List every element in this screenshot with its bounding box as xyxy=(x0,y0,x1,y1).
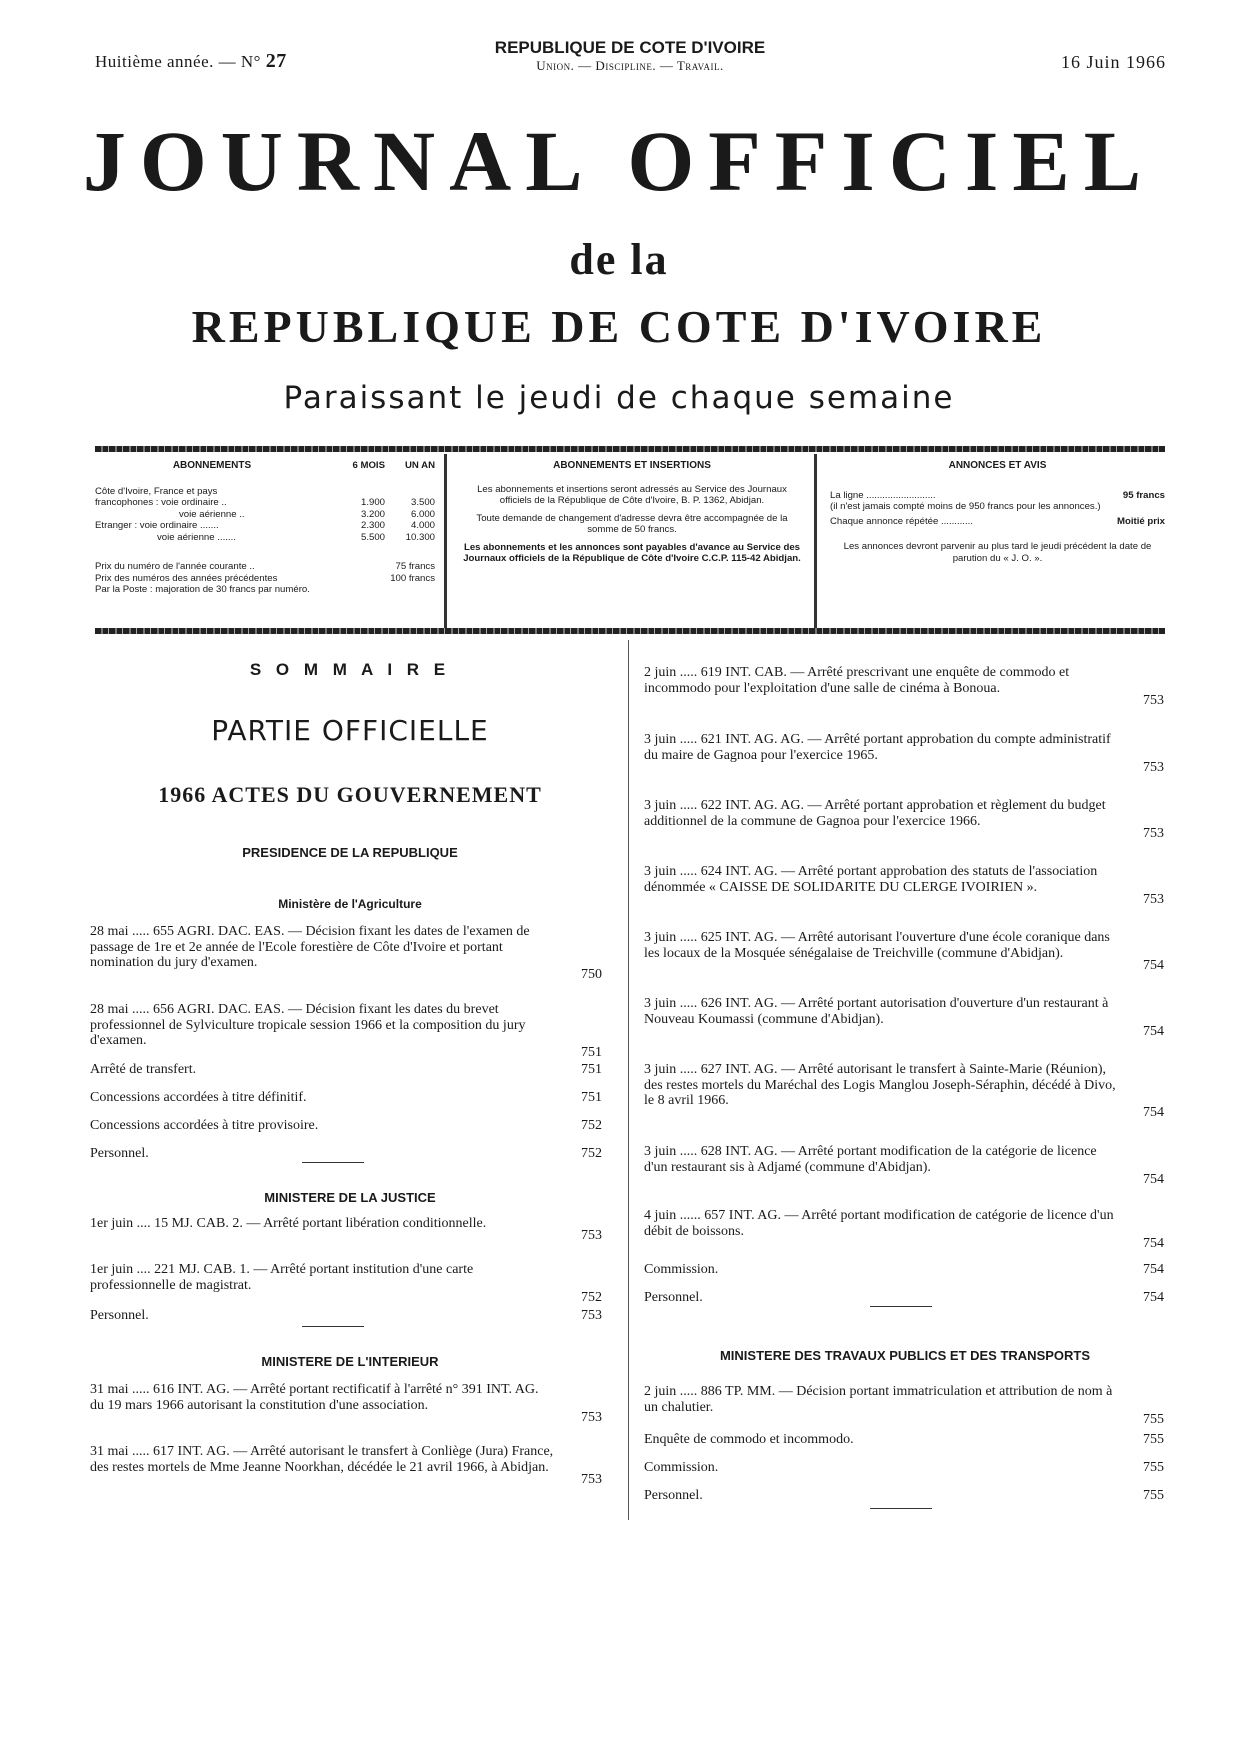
announcements-heading: ANNONCES ET AVIS xyxy=(948,460,1047,471)
toc-entry-page: 754 xyxy=(1143,1105,1164,1120)
year-label: Huitième année. — N° xyxy=(95,52,266,71)
insertions-p2: Toute demande de changement d'adresse devra être accompagnée de la somme de 50 francs. xyxy=(476,512,788,535)
toc-entry-page: 755 xyxy=(1143,1460,1164,1475)
toc-entry xyxy=(644,996,1164,1039)
toc-entry-text: 28 mai ..... 656 AGRI. DAC. EAS. — Décision fixant les dates du brevet professionnel de Sylviculture tropicale session 1966 et la composition du jury d'examen. xyxy=(90,1002,526,1048)
toc-entry-text: Personnel. xyxy=(90,1146,149,1161)
toc-entry-text: 1er juin .... 15 MJ. CAB. 2. — Arrêté portant libération conditionnelle. xyxy=(90,1216,487,1231)
toc-entry xyxy=(90,1090,602,1106)
toc-entry xyxy=(90,1262,602,1305)
toc-entry xyxy=(90,1382,602,1425)
toc-entry-page: 753 xyxy=(581,1471,602,1487)
toc-entry-page: 754 xyxy=(1143,1262,1164,1277)
toc-entry-text: 31 mai ..... 616 INT. AG. — Arrêté portant rectificatif à l'arrêté n° 391 INT. AG. du 19 mars 1966 autorisant la constitution d'une association. xyxy=(90,1382,539,1413)
sub-row-year: 3.500 xyxy=(410,497,435,508)
toc-entry-page: 755 xyxy=(1143,1411,1164,1427)
toc-entry-page: 752 xyxy=(581,1146,602,1161)
toc-entry-page: 754 xyxy=(1143,1290,1164,1305)
toc-entry-text: 28 mai ..... 655 AGRI. DAC. EAS. — Décision fixant les dates de l'examen de passage de 1re et 2e année de l'Ecole forestière de Côte d'Ivoire et portant nomination du jury d'examen. xyxy=(90,924,530,970)
insertions-heading: ABONNEMENTS ET INSERTIONS xyxy=(553,460,711,471)
column-divider xyxy=(628,640,629,1520)
toc-entry xyxy=(644,798,1164,841)
separator xyxy=(870,1508,932,1509)
toc-entry-page: 751 xyxy=(581,1045,602,1060)
presidence-heading: PRESIDENCE DE LA REPUBLIQUE xyxy=(242,845,458,860)
col-unan: UN AN xyxy=(404,460,435,471)
sub-row-six: 1.900 xyxy=(360,497,385,508)
toc-entry-page: 751 xyxy=(581,1062,602,1077)
toc-entry-page: 752 xyxy=(581,1289,602,1305)
toc-entry xyxy=(644,1290,1164,1306)
interieur-heading: MINISTERE DE L'INTERIEUR xyxy=(261,1354,439,1369)
toc-entry xyxy=(644,1384,1164,1427)
toc-entry xyxy=(90,924,602,982)
travaux-heading: MINISTERE DES TRAVAUX PUBLICS ET DES TRANSPORTS xyxy=(719,1348,1091,1363)
toc-entry xyxy=(90,1062,602,1078)
toc-entry-text: 3 juin ..... 625 INT. AG. — Arrêté autorisant l'ouverture d'une école coranique dans les locaux de la Mosquée sénégalaise de Treichville (commune d'Abidjan). xyxy=(644,930,1110,961)
toc-entry-text: 3 juin ..... 621 INT. AG. AG. — Arrêté portant approbation du compte administratif du maire de Gagnoa pour l'exercice 1965. xyxy=(644,732,1111,763)
agri-heading: Ministère de l'Agriculture xyxy=(278,897,422,911)
toc-entry-page: 755 xyxy=(1143,1488,1164,1503)
toc-entry xyxy=(90,1216,602,1243)
sub-row-six: 3.200 xyxy=(360,508,385,520)
actes-heading: 1966 ACTES DU GOUVERNEMENT xyxy=(158,782,542,807)
toc-entry-page: 754 xyxy=(1143,1023,1164,1039)
toc-entry-page: 754 xyxy=(1143,957,1164,973)
toc-entry-text: Arrêté de transfert. xyxy=(90,1062,197,1077)
ad-deadline: Les annonces devront parvenir au plus tard le jeudi précédent la date de parution du « J. O. ». xyxy=(843,541,1152,564)
info-divider-1 xyxy=(444,454,447,630)
issue-label xyxy=(95,50,287,73)
col-6mois: 6 MOIS xyxy=(352,460,385,471)
title-subtitle: Paraissant le jeudi de chaque semaine xyxy=(283,380,955,416)
ad-line-label: La ligne .......................... xyxy=(830,489,936,501)
toc-entry xyxy=(644,1432,1164,1448)
toc-entry-text: Concessions accordées à titre provisoire. xyxy=(90,1118,319,1133)
top-rule xyxy=(95,446,1165,452)
toc-entry-page: 752 xyxy=(581,1118,602,1133)
toc-entry-text: Personnel. xyxy=(90,1308,149,1323)
title-de-la: de la xyxy=(569,235,669,284)
toc-entry xyxy=(644,1208,1164,1251)
subscriptions-line1: Côte d'Ivoire, France et pays xyxy=(95,485,218,497)
toc-entry xyxy=(644,1144,1164,1187)
sub-row-label: voie aérienne ....... xyxy=(157,531,236,543)
toc-entry-text: 3 juin ..... 624 INT. AG. — Arrêté portant approbation des statuts de l'association dénommée « CAISSE DE SOLIDARITE DU CLERGE IVOIRIEN ». xyxy=(644,864,1098,895)
toc-entry-text: 3 juin ..... 626 INT. AG. — Arrêté portant autorisation d'ouverture d'un restaurant à Nouveau Koumassi (commune d'Abidjan). xyxy=(644,996,1109,1027)
toc-entry-text: 4 juin ...... 657 INT. AG. — Arrêté portant modification de catégorie de licence d'un débit de boissons. xyxy=(644,1208,1114,1239)
toc-entry-text: 31 mai ..... 617 INT. AG. — Arrêté autorisant le transfert à Conliège (Jura) France, des restes mortels de Mme Jeanne Noorkhan, décédée le 21 avril 1966, à Abidjan. xyxy=(90,1444,554,1475)
toc-entry-page: 753 xyxy=(1143,692,1164,708)
toc-entry-text: Enquête de commodo et incommodo. xyxy=(644,1432,854,1447)
toc-entry xyxy=(644,1488,1164,1504)
sub-row-label: voie aérienne .. xyxy=(179,508,245,520)
price-line-value: 75 francs xyxy=(395,561,435,572)
toc-entry xyxy=(90,1146,602,1162)
toc-entry xyxy=(644,665,1164,708)
toc-entry-page: 753 xyxy=(1143,825,1164,841)
issue-number: 27 xyxy=(265,50,287,72)
toc-entry-page: 753 xyxy=(581,1409,602,1425)
price-line-label: Prix du numéro de l'année courante .. xyxy=(95,561,255,572)
subscriptions-box xyxy=(95,460,435,625)
separator xyxy=(870,1306,932,1307)
toc-entry-text: Personnel. xyxy=(644,1290,703,1305)
journal-title: JOURNAL OFFICIEL xyxy=(82,113,1156,209)
toc-entry-page: 755 xyxy=(1143,1432,1164,1447)
insertions-p3: Les abonnements et les annonces sont payables d'avance au Service des Journaux officiels de la République de Côte d'Ivoire C.C.P. 115-42 Abidjan. xyxy=(463,541,801,564)
ad-repeat-label: Chaque annonce répétée ............ xyxy=(830,515,973,527)
toc-entry-text: 3 juin ..... 627 INT. AG. — Arrêté autorisant le transfert à Sainte-Marie (Réunion), des restes mortels du Maréchal des Logis Manglou Joseph-Séraphin, décédé à Divo, le 8 avril 1966. xyxy=(644,1062,1116,1108)
sub-row-year: 6.000 xyxy=(410,508,435,520)
ad-repeat-value: Moitié prix xyxy=(1117,515,1165,527)
price-line-value: 100 francs xyxy=(390,572,435,584)
info-divider-2 xyxy=(814,454,817,630)
price-line-label: Par la Poste : majoration de 30 francs par numéro. xyxy=(95,584,310,595)
toc-entry-page: 753 xyxy=(581,1228,602,1243)
ad-line-value: 95 francs xyxy=(1122,489,1165,501)
toc-entry xyxy=(644,732,1164,775)
separator xyxy=(302,1326,364,1327)
toc-entry-page: 754 xyxy=(1143,1235,1164,1251)
toc-entry-page: 754 xyxy=(1143,1171,1164,1187)
insertions-p1: Les abonnements et insertions seront adressés au Service des Journaux officiels de la République de Côte d'Ivoire, B. P. 1362, Abidjan. xyxy=(477,483,787,506)
toc-entry-page: 751 xyxy=(581,1090,602,1105)
announcements-box xyxy=(830,460,1165,625)
ad-min-note: (il n'est jamais compté moins de 950 francs pour les annonces.) xyxy=(830,501,1101,512)
bottom-rule xyxy=(95,628,1165,634)
issue-date: 16 Juin 1966 xyxy=(1060,52,1166,72)
toc-entry-text: 2 juin ..... 619 INT. CAB. — Arrêté prescrivant une enquête de commodo et incommodo pour l'exploitation d'une salle de cinéma à Bonoua. xyxy=(644,665,1070,696)
toc-entry xyxy=(644,1262,1164,1278)
price-line-label: Prix des numéros des années précédentes xyxy=(95,572,278,584)
sub-row-six: 2.300 xyxy=(360,520,385,531)
toc-entry-page: 753 xyxy=(1143,759,1164,775)
subscriptions-heading: ABONNEMENTS xyxy=(172,460,252,471)
motto: Union. — Discipline. — Travail. xyxy=(536,58,724,73)
toc-entry-page: 753 xyxy=(1143,891,1164,907)
sommaire-heading: S O M M A I R E xyxy=(249,660,451,679)
masthead-center xyxy=(420,38,840,74)
toc-entry-page: 753 xyxy=(581,1308,602,1323)
sub-row-six: 5.500 xyxy=(360,531,385,543)
toc-entry-text: 1er juin .... 221 MJ. CAB. 1. — Arrêté portant institution d'une carte professionnelle de magistrat. xyxy=(90,1262,474,1293)
insertions-box xyxy=(462,460,802,625)
toc-entry xyxy=(90,1118,602,1134)
toc-entry-text: Commission. xyxy=(644,1262,719,1277)
toc-entry xyxy=(644,864,1164,907)
sub-row-label: francophones : voie ordinaire .. xyxy=(95,497,227,508)
partie-officielle: PARTIE OFFICIELLE xyxy=(211,714,489,747)
republic-header: REPUBLIQUE DE COTE D'IVOIRE xyxy=(494,38,766,57)
toc-entry xyxy=(644,1460,1164,1476)
justice-heading: MINISTERE DE LA JUSTICE xyxy=(264,1190,436,1205)
sub-row-label: Etranger : voie ordinaire ....... xyxy=(95,520,219,531)
toc-entry xyxy=(90,1444,602,1487)
toc-entry-page: 750 xyxy=(581,967,602,982)
toc-entry xyxy=(644,930,1164,973)
toc-entry-text: Concessions accordées à titre définitif. xyxy=(90,1090,307,1105)
toc-entry-text: 3 juin ..... 628 INT. AG. — Arrêté portant modification de la catégorie de licence d'un restaurant sis à Adjamé (commune d'Abidjan). xyxy=(644,1144,1097,1175)
title-republic: REPUBLIQUE DE COTE D'IVOIRE xyxy=(191,301,1047,352)
toc-entry xyxy=(90,1308,602,1324)
toc-entry-text: 2 juin ..... 886 TP. MM. — Décision portant immatriculation et attribution de nom à un chalutier. xyxy=(644,1384,1113,1415)
toc-entry-text: Personnel. xyxy=(644,1488,703,1503)
toc-entry-text: 3 juin ..... 622 INT. AG. AG. — Arrêté portant approbation et règlement du budget additionnel de la commune de Gagnoa pour l'exercice 1966. xyxy=(644,798,1106,829)
separator xyxy=(302,1162,364,1163)
sub-row-year: 4.000 xyxy=(410,520,435,531)
sub-row-year: 10.300 xyxy=(405,531,435,543)
toc-entry-text: Commission. xyxy=(644,1460,719,1475)
toc-entry xyxy=(90,1002,602,1060)
toc-entry xyxy=(644,1062,1164,1120)
